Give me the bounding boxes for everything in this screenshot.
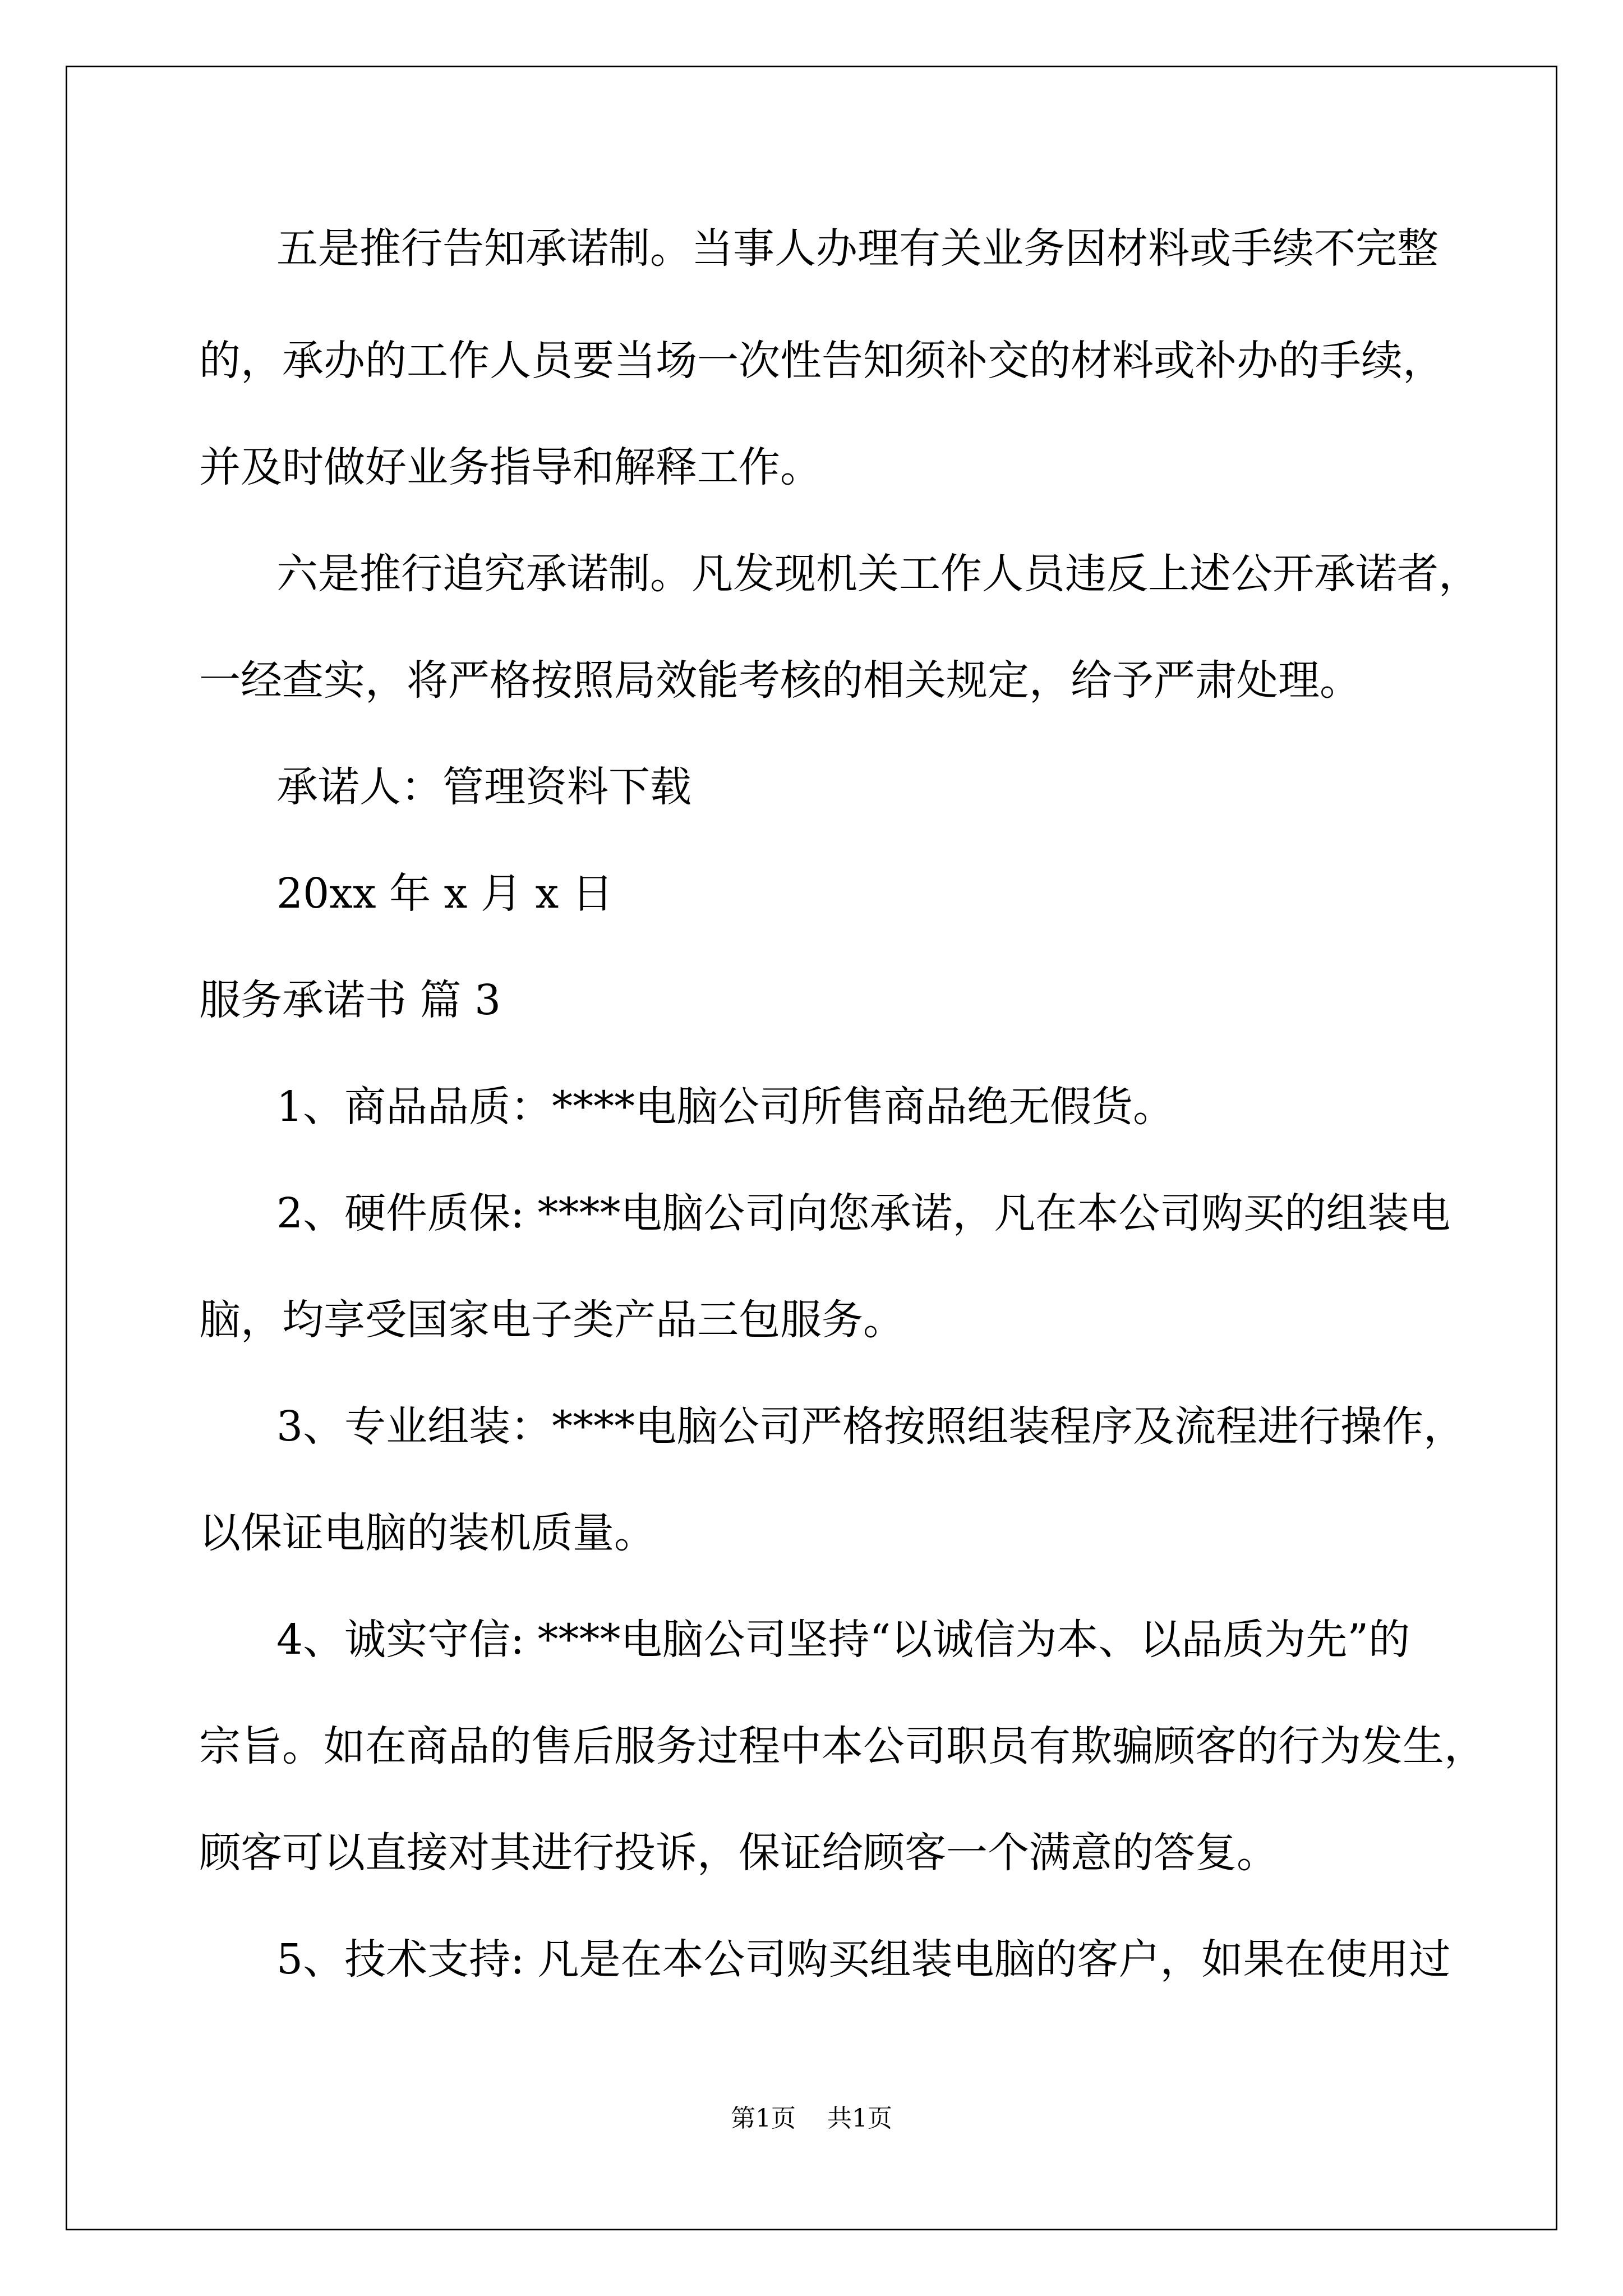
date-line: 20xx 年 x 月 x 日 <box>276 869 614 918</box>
paragraph-6-line-1: 六是推行追究承诺制。凡发现机关工作人员违反上述公开承诺者， <box>276 550 1480 598</box>
item-4-line-1: 4、诚实守信: ****电脑公司坚持“以诚信为本、以品质为先”的 <box>276 1616 1410 1664</box>
section-heading: 服务承诺书 篇 3 <box>199 976 501 1024</box>
item-3-line-2: 以保证电脑的装机质量。 <box>199 1509 656 1557</box>
item-4-line-3: 顾客可以直接对其进行投诉，保证给顾客一个满意的答复。 <box>199 1829 1278 1877</box>
item-1-line-1: 1、商品品质：****电脑公司所售商品绝无假货。 <box>276 1083 1175 1131</box>
item-5-line-1: 5、技术支持: 凡是在本公司购买组装电脑的客户，如果在使用过 <box>276 1935 1451 1984</box>
paragraph-5-line-2: 的，承办的工作人员要当场一次性告知须补交的材料或补办的手续， <box>199 337 1444 385</box>
paragraph-5-line-1: 五是推行告知承诺制。当事人办理有关业务因材料或手续不完整 <box>276 224 1438 273</box>
promisor-line: 承诺人：管理资料下载 <box>276 763 691 811</box>
item-2-line-1: 2、硬件质保: ****电脑公司向您承诺，凡在本公司购买的组装电 <box>276 1189 1451 1237</box>
page-number-footer: 第1页 共1页 <box>731 2104 892 2133</box>
item-3-line-1: 3、专业组装：****电脑公司严格按照组装程序及流程进行操作， <box>276 1402 1465 1451</box>
paragraph-6-line-2: 一经查实，将严格按照局效能考核的相关规定，给予严肃处理。 <box>199 656 1361 705</box>
item-2-line-2: 脑，均享受国家电子类产品三包服务。 <box>199 1296 905 1344</box>
item-4-line-2: 宗旨。如在商品的售后服务过程中本公司职员有欺骗顾客的行为发生， <box>199 1722 1486 1770</box>
paragraph-5-line-3: 并及时做好业务指导和解释工作。 <box>199 443 822 491</box>
page-frame <box>66 66 1557 2230</box>
